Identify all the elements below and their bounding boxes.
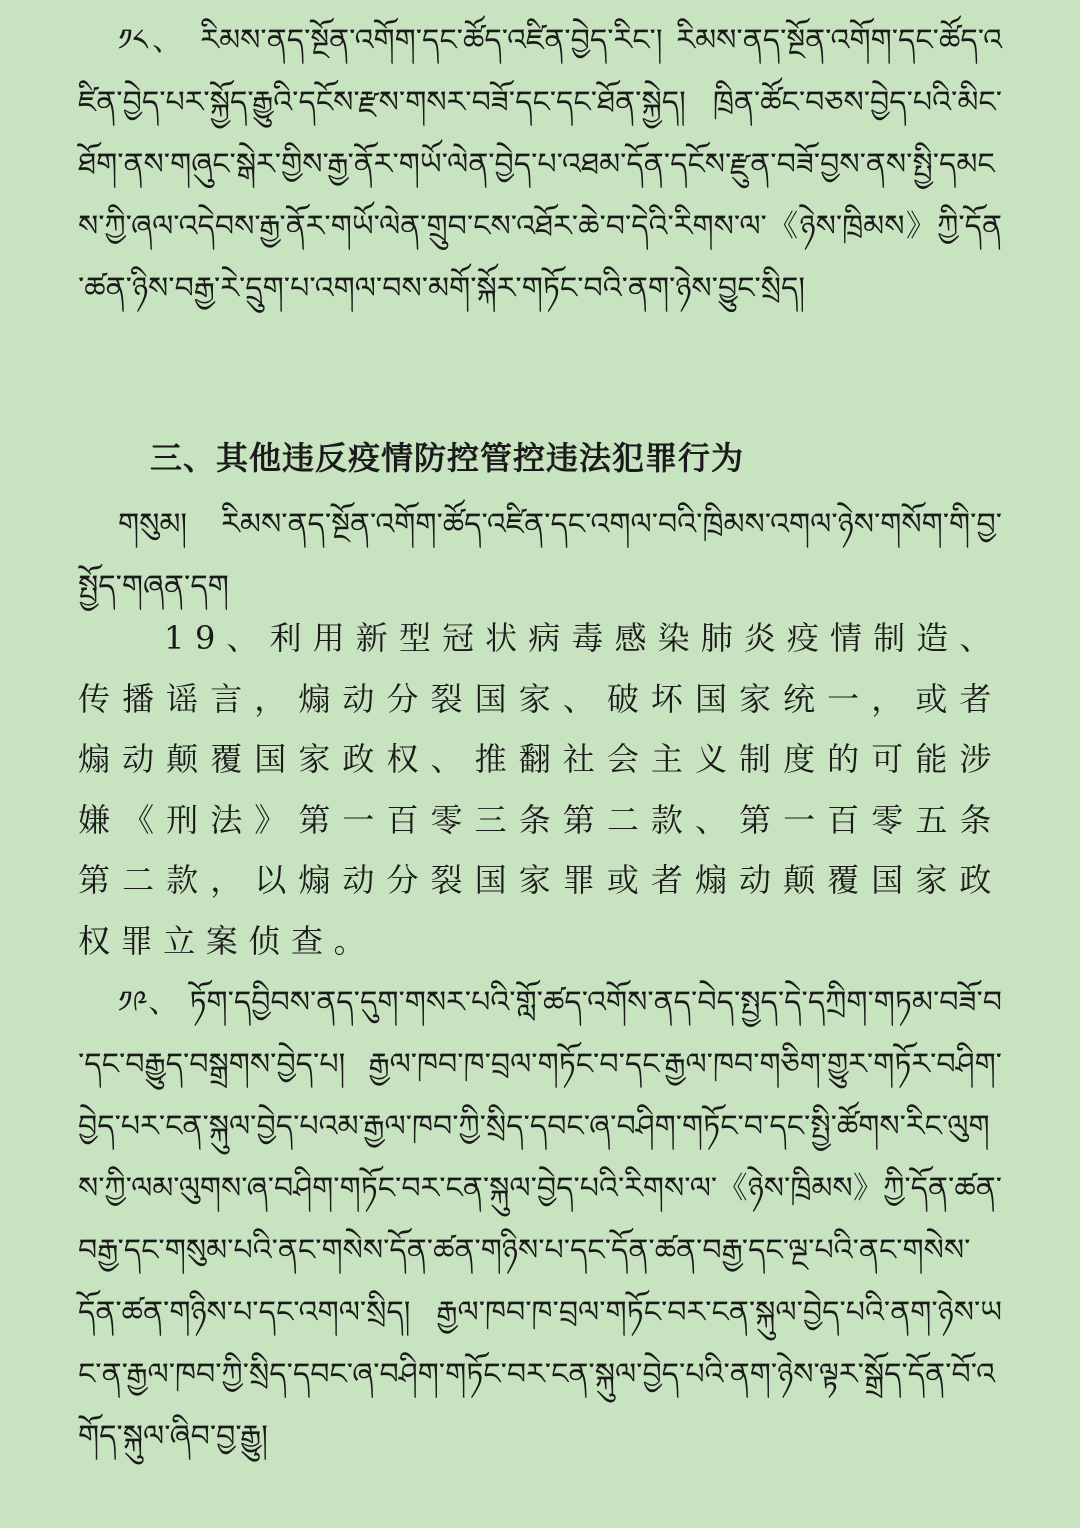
tibetan-section-heading: གསུམ། རིམས་ནད་སྔོན་འགོག་ཚོད་འཛིན་དང་འགལ་བའི་ཁྲིམས་འགལ་ཉེས་གསོག་གི་བྱ་སྤྱོད་གཞན་དག bbox=[78, 507, 1002, 604]
chinese-item-19-paragraph: 19、利用新型冠状病毒感染肺炎疫情制造、传播谣言，煽动分裂国家、破坏国家统一，或者煽动颠覆国家政权、推翻社会主义制度的可能涉嫌《刑法》第一百零三条第二款、第一百零五条第二款，以煽动分裂国家罪或者煽动颠覆国家政权罪立案侦查。 bbox=[78, 619, 1002, 960]
tibetan-item-18-paragraph: ༡༨、 རིམས་ནད་སྔོན་འགོག་དང་ཚོད་འཛིན་བྱེད་རིང་། རིམས་ནད་སྔོན་འགོག་དང་ཚོད་འཛིན་བྱེད་པར་སྐྱོད་རྒྱུའི་དངོས་རྫས་གསར་བཟོ་དང་དང་ཐོན་སྐྱེད། ཁྲིན་ཚོང་བཅས་བྱེད་པའི་མིང་ཐོག་ནས་གཞུང་སྒེར་གྱིས་རྒྱ་ནོར་གཡོ་ལེན་བྱེད་པ་འཐམ་དོན་དངོས་རྫུན་བཟོ་བྱས་ནས་སྤྱི་དམངས་ཀྱི་ཞལ་འདེབས་རྒྱ་ནོར་གཡོ་ལེན་གྲུབ་ངས་འཐོར་ཆེ་བ་དེའི་རིགས་ལ་《ཉེས་ཁྲིམས》ཀྱི་དོན་ཚན་ཉིས་བརྒྱ་རེ་དྲུག་པ་འགལ་བས་མགོ་སྐོར་གཏོང་བའི་ནག་ཉེས་བྱུང་སྲིད། bbox=[78, 23, 1002, 306]
tibetan-item-19-paragraph: ༡༩、 ཏོག་དབྱིབས་ནད་དུག་གསར་པའི་གློ་ཚད་འགོས་ནད་བེད་སྤྱད་དེ་དཀྲིག་གཏམ་བཟོ་བ་དང་བརྒྱུད་བསྒྲགས་བྱེད་པ། རྒྱལ་ཁབ་ཁ་བྲལ་གཏོང་བ་དང་རྒྱལ་ཁབ་གཅིག་གྱུར་གཏོར་བཤིག་བྱེད་པར་ངན་སྐུལ་བྱེད་པའམ་རྒྱལ་ཁབ་ཀྱི་སྲིད་དབང་ཞ་བཤིག་གཏོང་བ་དང་སྤྱི་ཚོགས་རིང་ལུགས་ཀྱི་ལམ་ལུགས་ཞ་བཤིག་གཏོང་བར་ངན་སྐུལ་བྱེད་པའི་རིགས་ལ་《ཉེས་ཁྲིམས》ཀྱི་དོན་ཚན་བརྒྱ་དང་གསུམ་པའི་ནང་གསེས་དོན་ཚན་གཉིས་པ་དང་དོན་ཚན་བརྒྱ་དང་ལྔ་པའི་ནང་གསེས་དོན་ཚན་གཉིས་པ་དང་འགལ་སྲིད། རྒྱལ་ཁབ་ཁ་བྲལ་གཏོང་བར་ངན་སྐུལ་བྱེད་པའི་ནག་ཉེས་ཡང་ན་རྒྱལ་ཁབ་ཀྱི་སྲིད་དབང་ཞ་བཤིག་གཏོང་བར་ངན་སྐུལ་བྱེད་པའི་ནག་ཉེས་ལྟར་སྒྲོད་དོན་བོ་འགོད་སྐུལ་ཞིབ་བྱ་རྒྱུ། bbox=[78, 985, 1002, 1454]
section-heading: 三、其他违反疫情防控管控违法犯罪行为 bbox=[150, 439, 745, 477]
